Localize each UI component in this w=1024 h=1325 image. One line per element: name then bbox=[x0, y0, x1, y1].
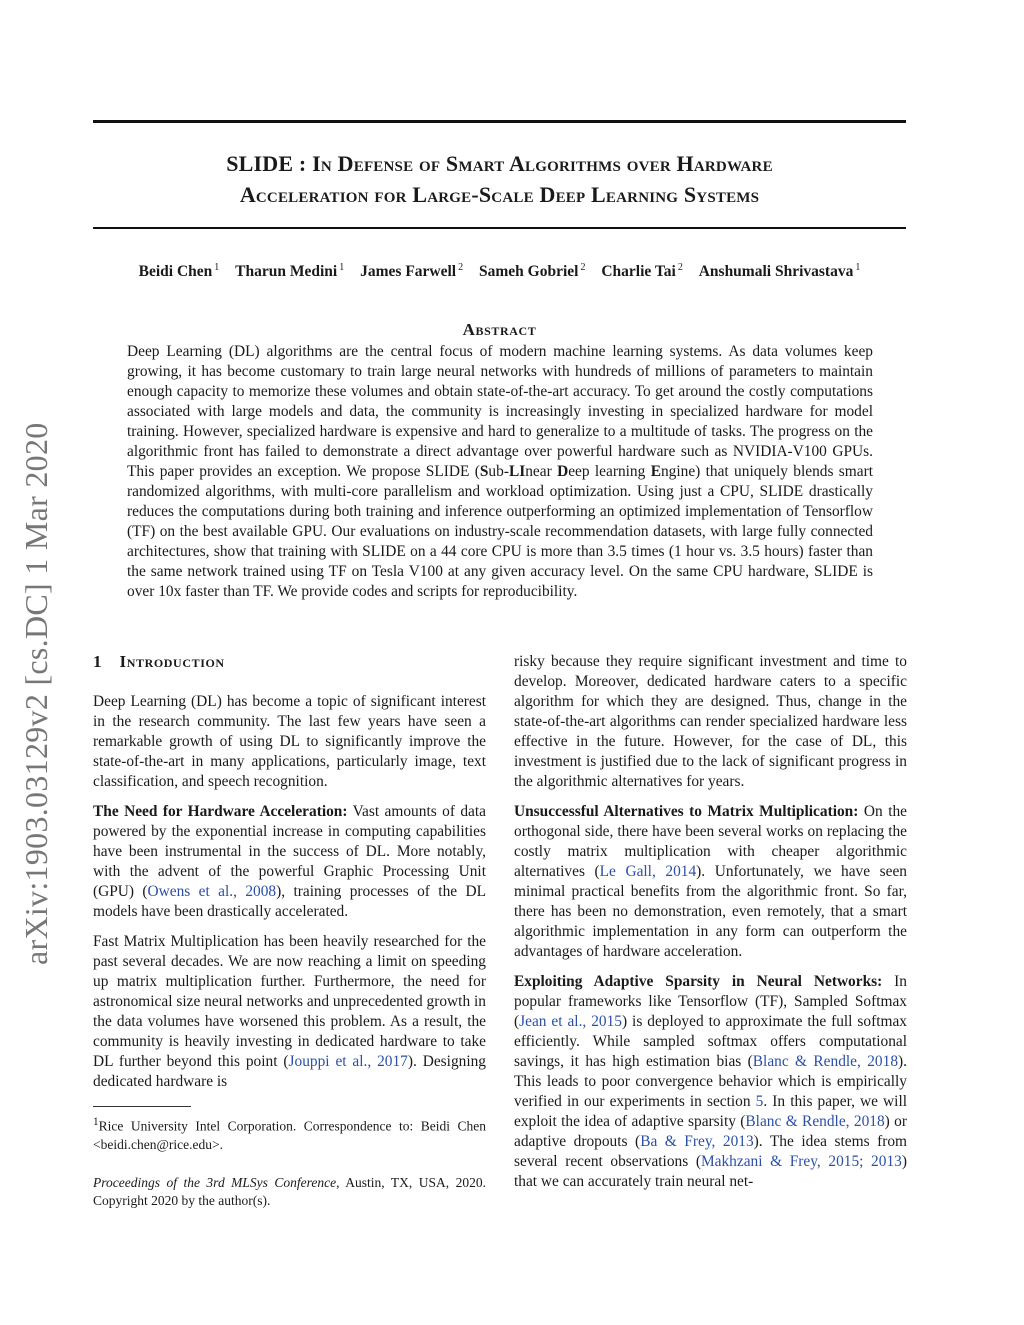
author: James Farwell $^2$ bbox=[360, 262, 464, 281]
runin-heading: Exploiting Adaptive Sparsity in Neural Networks: bbox=[514, 973, 883, 990]
runin-heading: Unsuccessful Alternatives to Matrix Multiplication: bbox=[514, 803, 859, 820]
body-paragraph: Unsuccessful Alternatives to Matrix Multiplication: On the orthogonal side, there have been several works on replacing the costly matrix multiplication with cheaper algorithmic alternatives (Le Gall, 2014). Unfortunately, we have seen minimal practical benefits from the algorithmic front. So far, there has been no demonstration, even remotely, that a smart algorithmic implementation in any form can outperform the advantages of hardware acceleration. bbox=[514, 803, 907, 960]
citation-link[interactable]: Owens et al., 2008 bbox=[147, 883, 277, 900]
abstract-body: Deep Learning (DL) algorithms are the central focus of modern machine learning systems. As data volumes keep growing, it has become customary to train large neural networks with hundreds of millions of parameters to maintain enough capacity to memorize these volumes and obtain state-of-the-art accuracy. To get around the costly computations associated with large models and data, the community is increasingly investing in specialized hardware for model training. However, specialized hardware is expensive and hard to generalize to a multitude of tasks. The progress on the algorithmic front has failed to demonstrate a direct advantage over powerful hardware such as NVIDIA-V100 GPUs. This paper provides an exception. We propose SLIDE (Sub-LInear Deep learning Engine) that uniquely blends smart randomized algorithms, with multi-core parallelism and workload optimization. Using just a CPU, SLIDE drastically reduces the computations during both training and inference outperforming an optimized implementation of Tensorflow (TF) on the best available GPU. Our evaluations on industry-scale recommendation datasets, with large fully connected architectures, show that training with SLIDE on a 44 core CPU is more than 3.5 times (1 hour vs. 3.5 hours) faster than the same network trained using TF on Tesla V100 at any given accuracy level. On the same CPU hardware, SLIDE is over 10x faster than TF. We provide codes and scripts for reproducibility. bbox=[127, 343, 873, 600]
author: Anshumali Shrivastava $^1$ bbox=[698, 262, 861, 281]
runin-heading: The Need for Hardware Acceleration: bbox=[93, 803, 348, 820]
intro-paragraph: The Need for Hardware Acceleration: Vast amounts of data powered by the exponential increase in computing capabilities have been instrumental in the success of DL. More notably, with the advent of the powerful Graphic Processing Unit (GPU) (Owens et al., 2008), training processes of the DL models have been drastically accelerated. bbox=[93, 803, 486, 920]
section-title: Introduction bbox=[119, 652, 225, 671]
section-heading bbox=[93, 652, 486, 672]
section-number: 1 bbox=[93, 652, 102, 671]
citation-link[interactable]: Ba & Frey, 2013 bbox=[640, 1133, 754, 1150]
title-top-rule bbox=[93, 120, 906, 123]
citation-link[interactable]: Jouppi et al., 2017 bbox=[288, 1053, 408, 1070]
right-column bbox=[514, 652, 907, 1202]
citation-link[interactable]: Blanc & Rendle, 2018 bbox=[752, 1053, 899, 1070]
author: Tharun Medini $^1$ bbox=[235, 262, 345, 281]
citation-link[interactable]: Makhzani & Frey, 2015; 2013 bbox=[700, 1153, 902, 1170]
body-paragraph: Exploiting Adaptive Sparsity in Neural Networks: In popular frameworks like Tensorflow (TF), Sampled Softmax (Jean et al., 2015) is deployed to approximate the full softmax efficiently. While sampled softmax offers computational savings, it has high estimation bias (Blanc & Rendle, 2018). This leads to poor convergence behavior which is empirically verified in our experiments in section 5. In this paper, we will exploit the idea of adaptive sparsity (Blanc & Rendle, 2018) or adaptive dropouts (Ba & Frey, 2013). The idea stems from several recent observations (Makhzani & Frey, 2015; 2013) that we can accurately train neural net- bbox=[514, 973, 908, 1190]
title-line-1: SLIDE : In Defense of Smart Algorithms over Hardware bbox=[226, 151, 773, 176]
citation-link[interactable]: Blanc & Rendle, 2018 bbox=[745, 1113, 885, 1130]
title-line-2: Acceleration for Large-Scale Deep Learning Systems bbox=[239, 182, 760, 207]
title-bottom-rule bbox=[93, 227, 906, 229]
left-column bbox=[93, 652, 486, 1210]
body-paragraph: risky because they require significant investment and time to develop. Moreover, dedicated hardware caters to a specific algorithm for which they are designed. Thus, change in the state-of-the-art algorithms can render specialized hardware less effective in the future. However, for the case of DL, this investment is justified due to the lack of significant progress in the algorithmic alternatives for years. bbox=[514, 653, 907, 790]
author: Beidi Chen $^1$ bbox=[138, 262, 220, 281]
paper-title bbox=[93, 148, 906, 210]
citation-link[interactable]: Jean et al., 2015 bbox=[519, 1013, 622, 1030]
intro-paragraph: Deep Learning (DL) has become a topic of significant interest in the research community. The last few years have seen a remarkable growth of using DL to significantly improve the state-of-the-art in many applications, particularly image, text classification, and speech recognition. bbox=[93, 693, 486, 790]
citation-link[interactable]: Le Gall, 2014 bbox=[599, 863, 697, 880]
author: Charlie Tai $^2$ bbox=[601, 262, 683, 281]
author-list bbox=[93, 262, 906, 281]
proceedings-note: Proceedings of the 3rd MLSys Conference, Austin, TX, USA, 2020. Copyright 2020 by the author(s). bbox=[93, 1174, 486, 1208]
affiliation-footnote: $^1$Rice University Intel Corporation. Correspondence to: Beidi Chen <beidi.chen@rice.edu>. bbox=[93, 1116, 486, 1152]
intro-paragraph: Fast Matrix Multiplication has been heavily researched for the past several decades. We are now reaching a limit on speeding up matrix multiplication further. Furthermore, the need for astronomical size neural networks and unprecedented growth in the data volumes have worsened this problem. As a result, the community is heavily investing in dedicated hardware to take DL further beyond this point (Jouppi et al., 2017). Designing dedicated hardware is bbox=[93, 933, 487, 1090]
arxiv-stamp: arXiv:1903.03129v2 [cs.DC] 1 Mar 2020 bbox=[18, 422, 54, 965]
section-ref-link[interactable]: 5 bbox=[755, 1093, 764, 1110]
author: Sameh Gobriel $^2$ bbox=[478, 262, 586, 281]
abstract-heading: Abstract bbox=[462, 320, 537, 339]
footnote-rule bbox=[93, 1106, 191, 1107]
